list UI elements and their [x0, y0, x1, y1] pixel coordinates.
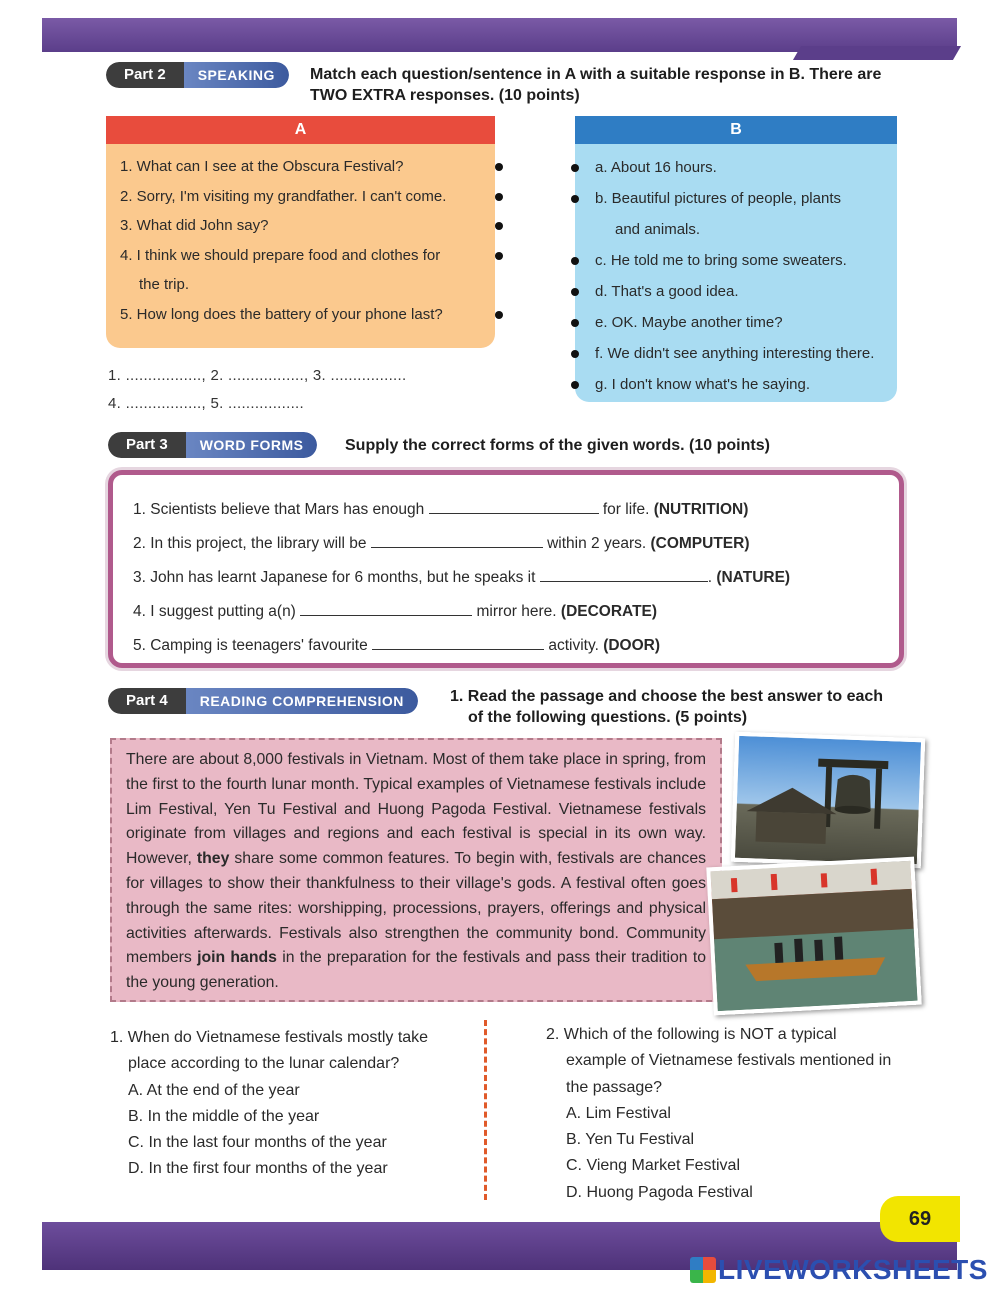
match-dot[interactable]: [495, 163, 503, 171]
q1-option-d[interactable]: D. In the first four months of the year: [128, 1160, 388, 1178]
column-b-header: B: [575, 116, 897, 144]
b-item-b: b. Beautiful pictures of people, plants: [595, 183, 897, 214]
answer-blank[interactable]: [372, 636, 544, 650]
b-item-f: f. We didn't see anything interesting there.: [595, 338, 897, 369]
part3-label: [108, 432, 317, 458]
a-item-5: 5. How long does the battery of your phone last?: [120, 300, 495, 330]
match-dot[interactable]: [495, 311, 503, 319]
liveworksheets-logo: LIVEWORKSHEETS: [690, 1254, 988, 1286]
boat-festival-illustration: [710, 861, 917, 1011]
part4-number: Part 4: [108, 688, 186, 714]
match-dot[interactable]: [571, 257, 579, 265]
match-dot[interactable]: [571, 350, 579, 358]
answer-blank[interactable]: [540, 568, 708, 582]
part4-name: READING COMPREHENSION: [186, 688, 418, 714]
column-a-list: [106, 144, 495, 329]
top-banner: [42, 18, 957, 52]
question-2: [546, 1022, 926, 1206]
column-b-box: [575, 116, 897, 402]
part2-label: [106, 62, 289, 88]
part2-name: SPEAKING: [184, 62, 289, 88]
match-dot[interactable]: [571, 164, 579, 172]
match-dot[interactable]: [571, 319, 579, 327]
match-dot[interactable]: [571, 288, 579, 296]
wf-item-4: 4. I suggest putting a(n) mirror here. (DECORATE): [133, 603, 658, 620]
part3-number: Part 3: [108, 432, 186, 458]
match-dot[interactable]: [571, 381, 579, 389]
word-forms-list: [113, 475, 899, 663]
q1-option-b[interactable]: B. In the middle of the year: [128, 1107, 320, 1125]
part2-instruction-line1: Match each question/sentence in A with a suitable response in B. There are: [310, 66, 882, 83]
q2-stem-line2: example of Vietnamese festivals mentioned in: [566, 1052, 892, 1070]
q2-stem-line3: the passage?: [566, 1078, 663, 1096]
logo-icon: [690, 1257, 716, 1283]
q2-option-b[interactable]: B. Yen Tu Festival: [566, 1131, 695, 1149]
match-dot[interactable]: [495, 222, 503, 230]
q2-option-c[interactable]: C. Vieng Market Festival: [566, 1157, 740, 1175]
column-b-list: [575, 144, 897, 400]
part3-instruction: Supply the correct forms of the given words. (10 points): [345, 437, 770, 454]
part2-instruction-line2: TWO EXTRA responses. (10 points): [310, 87, 580, 104]
a-item-4: 4. I think we should prepare food and clothes for: [120, 241, 495, 271]
b-item-d: d. That's a good idea.: [595, 276, 897, 307]
b-item-e: e. OK. Maybe another time?: [595, 307, 897, 338]
festival-photo-bell: [731, 732, 925, 869]
festival-photo-boat: [706, 857, 921, 1016]
q1-option-c[interactable]: C. In the last four months of the year: [128, 1134, 387, 1152]
part2-instruction: [310, 64, 910, 106]
reading-passage: There are about 8,000 festivals in Vietnam. Most of them take place in spring, from the first to the fourth lunar month. Typical examples of Vietnamese festivals include Lim Festival, Yen Tu Festival and Huong Pagoda Festival. Vietnamese festivals originate from villages and regions and each festival is special in its own way. However, they share some common features. To begin with, festivals are chances for villages to show their thankfulness to their village's gods. A festival often goes through the same rites: worshipping, processions, prayers, offerings and physical activities afterwards. Festivals also strengthen the community bond. Community members join hands in the preparation for the festivals and pass their tradition to the young generation.: [110, 738, 722, 1002]
b-item-b-cont: and animals.: [615, 221, 701, 238]
part2-answer-line1[interactable]: 1. ................., 2. ................., 3. .................: [108, 367, 407, 384]
page-number: 69: [880, 1196, 960, 1242]
match-dot[interactable]: [495, 193, 503, 201]
part3-name: WORD FORMS: [186, 432, 318, 458]
column-a-box: [106, 116, 495, 348]
a-item-1: 1. What can I see at the Obscura Festival?: [120, 152, 495, 182]
match-dot[interactable]: [495, 252, 503, 260]
part2-answer-line2[interactable]: 4. ................., 5. .................: [108, 395, 304, 412]
part4-label: [108, 688, 418, 714]
q1-stem-line2: place according to the lunar calendar?: [128, 1055, 400, 1073]
q1-option-a[interactable]: A. At the end of the year: [128, 1081, 300, 1099]
column-divider: [484, 1020, 487, 1200]
a-item-3: 3. What did John say?: [120, 211, 495, 241]
word-forms-box: [108, 470, 904, 668]
bell-tower-illustration: [735, 736, 921, 864]
wf-item-3: 3. John has learnt Japanese for 6 months, but he speaks it . (NATURE): [133, 569, 791, 586]
q2-stem-line1: 2. Which of the following is NOT a typical: [546, 1026, 837, 1043]
answer-blank[interactable]: [429, 500, 599, 514]
a-item-2: 2. Sorry, I'm visiting my grandfather. I can't come.: [120, 182, 495, 212]
b-item-a: a. About 16 hours.: [595, 152, 897, 183]
wf-item-5: 5. Camping is teenagers' favourite activity. (DOOR): [133, 637, 661, 654]
answer-blank[interactable]: [371, 534, 543, 548]
match-dot[interactable]: [571, 195, 579, 203]
q2-option-d[interactable]: D. Huong Pagoda Festival: [566, 1183, 753, 1201]
wf-item-2: 2. In this project, the library will be within 2 years. (COMPUTER): [133, 535, 750, 552]
part4-instruction: [450, 686, 910, 728]
wf-item-1: 1. Scientists believe that Mars has enough for life. (NUTRITION): [133, 501, 749, 518]
part4-instruction-line1: 1. Read the passage and choose the best answer to each: [450, 688, 884, 705]
a-item-4-cont: the trip.: [139, 276, 190, 293]
b-item-c: c. He told me to bring some sweaters.: [595, 245, 897, 276]
q1-stem-line1: 1. When do Vietnamese festivals mostly take: [110, 1029, 429, 1046]
answer-blank[interactable]: [300, 602, 472, 616]
column-a-header: A: [106, 116, 495, 144]
q2-option-a[interactable]: A. Lim Festival: [566, 1104, 671, 1122]
b-item-g: g. I don't know what's he saying.: [595, 369, 897, 400]
part2-number: Part 2: [106, 62, 184, 88]
question-1: [110, 1025, 470, 1183]
part4-instruction-line2: of the following questions. (5 points): [468, 709, 748, 726]
